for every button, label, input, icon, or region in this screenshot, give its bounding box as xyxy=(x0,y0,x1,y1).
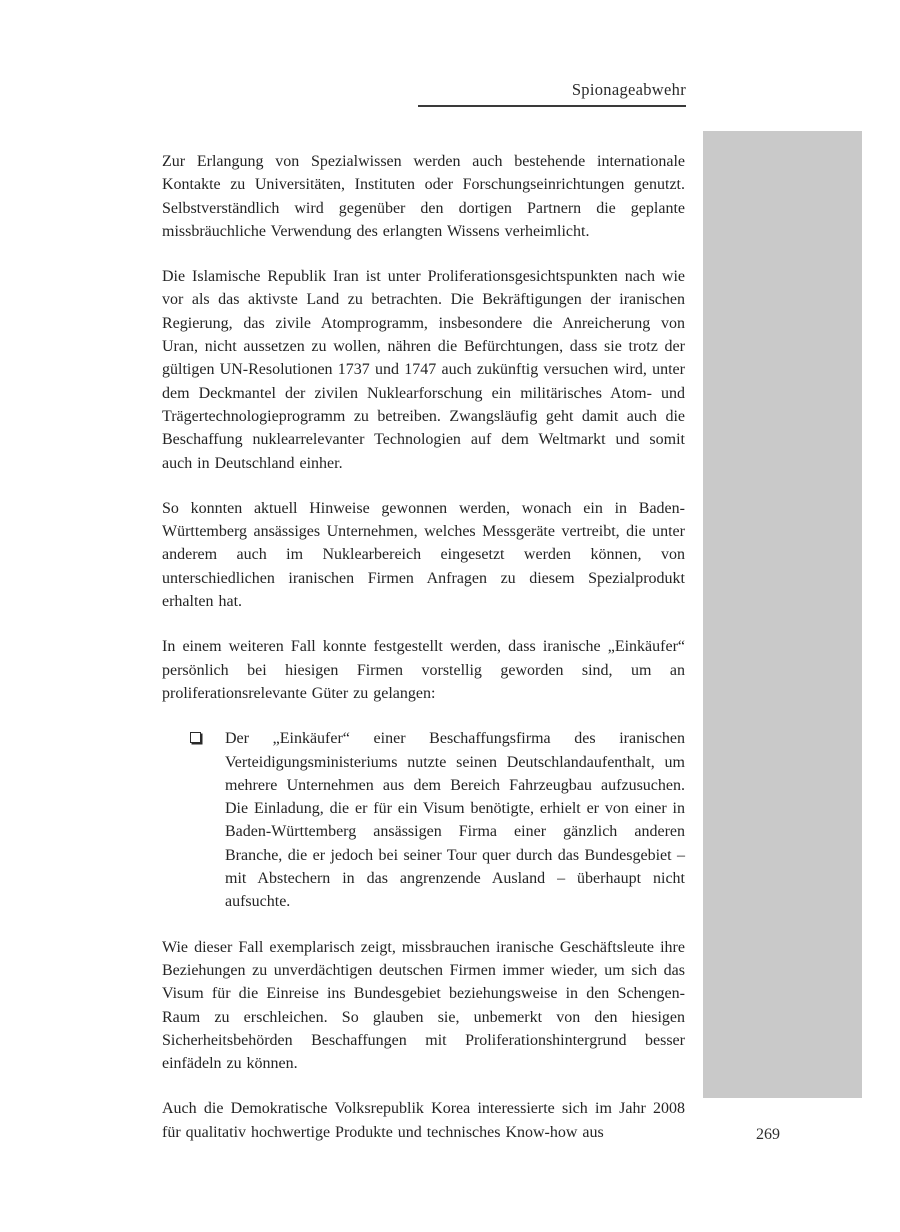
paragraph: Auch die Demokratische Volksrepublik Korea interessierte sich im Jahr 2008 für qualitativ hochwertige Produkte und technisches Know-how aus xyxy=(162,1100,685,1141)
paragraph: Die Islamische Republik Iran ist unter Proliferationsgesichtspunkten nach wie vor als das aktivste Land zu betrachten. Die Bekräftigungen der iranischen Regierung, das zivile Atomprogramm, insbesondere die Anreicherung von Uran, nicht aussetzen zu wollen, nähren die Befürchtungen, dass sie trotz der gültigen UN-Resolutionen 1737 und 1747 auch zukünftig versuchen wird, unter dem Deckmantel der zivilen Nuklearforschung ein militärisches Atom- und Trägertechnologieprogramm zu betreiben. Zwangsläufig geht damit auch die Beschaffung nuklearrelevanter Technologien auf dem Weltmarkt und somit auch in Deutschland einher. xyxy=(162,268,685,472)
bullet-item xyxy=(162,727,685,913)
body-text xyxy=(162,150,685,1166)
margin-shade-bar xyxy=(703,131,862,1098)
paragraph: In einem weiteren Fall konnte festgestellt werden, dass iranische „Einkäufer“ persönlich bei hiesigen Firmen vorstellig geworden sind, um an proliferationsrelevante Güter zu gelangen: xyxy=(162,638,685,702)
page-number: 269 xyxy=(756,1126,780,1143)
page-header-title: Spionageabwehr xyxy=(571,80,686,99)
paragraph: So konnten aktuell Hinweise gewonnen werden, wonach ein in Baden-Württemberg ansässiges Unternehmen, welches Messgeräte vertreibt, die unter anderem auch im Nuklearbereich eingesetzt werden können, von unterschiedlichen iranischen Firmen Anfragen zu diesem Spezialprodukt erhalten hat. xyxy=(162,499,685,611)
paragraph: Wie dieser Fall exemplarisch zeigt, missbrauchen iranische Geschäftsleute ihre Beziehungen zu unverdächtigen deutschen Firmen immer wieder, um sich das Visum für die Einreise ins Bundesgebiet beziehungsweise in den Schengen-Raum zu erschleichen. So glauben sie, unbemerkt von den hiesigen Sicherheitsbehörden Beschaffungen mit Proliferationshintergrund besser einfädeln zu können. xyxy=(162,938,685,1073)
bullet-item-text: Der „Einkäufer“ einer Beschaffungsfirma des iranischen Verteidigungsministeriums nutzte seinen Deutschlandaufenthalt, um mehrere Unternehmen aus dem Bereich Fahrzeugbau aufzusuchen. Die Einladung, die er für ein Visum benötigte, erhielt er von einer in Baden-Württemberg ansässigen Firma einer gänzlich anderen Branche, die er jedoch bei seiner Tour quer durch das Bundesgebiet – mit Abstechern in das angrenzende Ausland – überhaupt nicht aufsuchte. xyxy=(225,730,685,911)
paragraph: Zur Erlangung von Spezialwissen werden auch bestehende internationale Kontakte zu Universitäten, Instituten oder Forschungseinrichtungen genutzt. Selbstverständlich wird gegenüber den dortigen Partnern die geplante missbräuchliche Verwendung des erlangten Wissens verheimlicht. xyxy=(162,153,685,240)
page-header xyxy=(418,80,686,107)
square-bullet-icon xyxy=(190,732,201,743)
bullet-marker-cell xyxy=(190,727,225,913)
